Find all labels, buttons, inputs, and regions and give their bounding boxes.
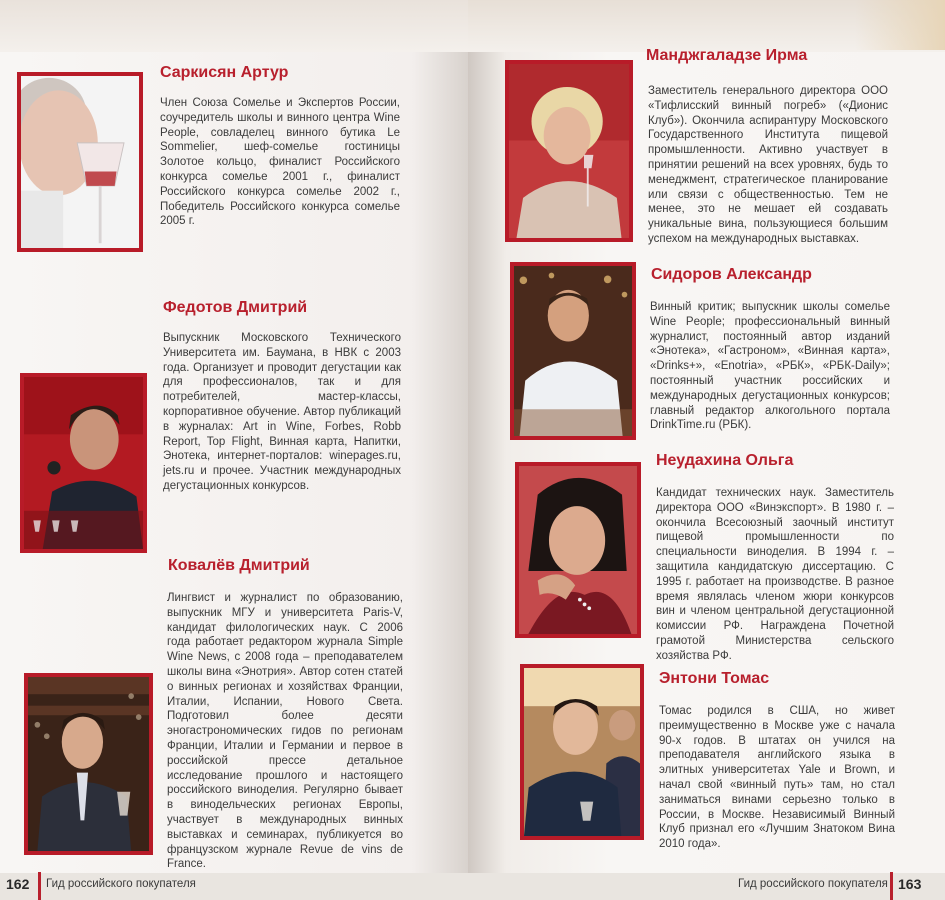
page-number: 163 [898,876,922,892]
running-title: Гид российского покупателя [46,878,196,890]
entry-bio: Томас родился в США, но живет преимущественно в Москве уже с начала 90-х годов. В штатах он учился на преподавателя английского языка в элитных университетах Yale и Brown, и начал свой «винный путь» там, но стал заниматься винами серьезно только в России, в Москве. Независимый Винный Клуб признал его «Лучшим Знатоком Вина 2010 года». [659,705,895,851]
entry-bio: Выпускник Московского Технического Университета им. Баумана, в НВК с 2003 года. Организует и проводит дегустации как для профессионалов, так и для потребителей, мастер-классы, корпоративное обучение. Автор публикаций в журналах: Art in Wine, Forbes, Robb Report, Top Flight, Винная карта, Напитки, Энотека, интернет-порталов: winepages.ru, jets.ru и прочее. Участник международных дегустационных конкурсов. [163,332,401,492]
entry-bio: Кандидат технических наук. Заместитель директора ООО «Винэкспорт». В 1980 г. – окончила Всесоюзный заочный институт пищевой промышленности по специальности виноделия. В 1994 г. – защитила кандидатскую диссертацию. С 1995 г. работает на производстве. В разное время являлась членом жюри конкурсов вин и членом центральной дегустационной комиссии РФ. Награждена Почетной грамотой Министерства сельского хозяйства РФ. [656,487,894,662]
entry-bio: Член Союза Сомелье и Экспертов России, соучредитель школы и винного центра Wine People, совладелец винного бутика Le Sommelier, шеф-сомелье гостиницы Золотое кольцо, финалист Российского конкурса сомелье 2001 г., финалист Российского конкурса сомелье 2002 г., Победитель Российского конкурса сомелье 2005 г. [160,97,400,228]
portrait-photo [17,72,143,252]
entry-bio: Заместитель генерального директора ООО «Тифлисский винный погреб» («Дионис Клуб»). Окончила аспирантуру Московского Государственного Института пищевой промышленности. Активно участвует в принятии решений на всех уровнях, будь то менеджмент, стратегическое планирование или связи с общественностью. Тем не менее, это не мешает ей создавать уникальные вина, пользующиеся большим успехом на международных выставках. [648,85,888,245]
portrait-photo [510,262,636,440]
entry-name: Федотов Дмитрий [163,299,308,316]
entry-name: Неудахина Ольга [656,452,794,469]
entry-name: Энтони Томас [659,670,770,687]
portrait-photo [520,664,644,840]
portrait-photo [24,673,153,855]
entry-bio: Винный критик; выпускник школы сомелье Wine People; профессиональный винный журналист, постоянный автор изданий «Энотека», «Гастроном», «Винная карта», «Drinks+», «Enotria», «РБК», «РБК-Daily»; постоянный участник российских и международных дегустационных конкурсов; главный редактор алкогольного портала DrinkTime.ru (РБК). [650,301,890,432]
footer-divider [890,872,893,900]
running-title: Гид российского покупателя [738,878,888,890]
entry-name: Саркисян Артур [160,64,289,81]
corner-ornament [855,0,945,50]
entry-name: Сидоров Александр [651,266,812,283]
entry-name: Ковалёв Дмитрий [168,557,310,574]
top-decor-strip [0,0,468,52]
entry-name: Манджгаладзе Ирма [646,47,808,64]
entry-bio: Лингвист и журналист по образованию, выпускник МГУ и университета Paris-V, кандидат филологических наук. С 2006 года работает редактором журнала Simple Wine News, с 2008 года – преподавателем школы вина «Энотрия». Автор сотен статей о винных регионах и хозяйствах Франции, Италии, Испании, Нового Света. Подготовил более десяти эногастрономических гидов по регионам Франции, Италии и Германии и первое в российской прессе детальное исследование прошлого и настоящего российского виноделия. Регулярно бывает в винодельческих регионах Европы, участвует в международных винных выставках и семинарах, публикуется во французском журнале Revue de vins de France. [167,592,403,871]
portrait-photo [20,373,147,553]
top-decor-strip [468,0,945,52]
portrait-photo [505,60,633,242]
page-number: 162 [6,876,30,892]
footer-divider [38,872,41,900]
left-page [0,0,468,900]
portrait-photo [515,462,641,638]
right-page [468,0,945,900]
